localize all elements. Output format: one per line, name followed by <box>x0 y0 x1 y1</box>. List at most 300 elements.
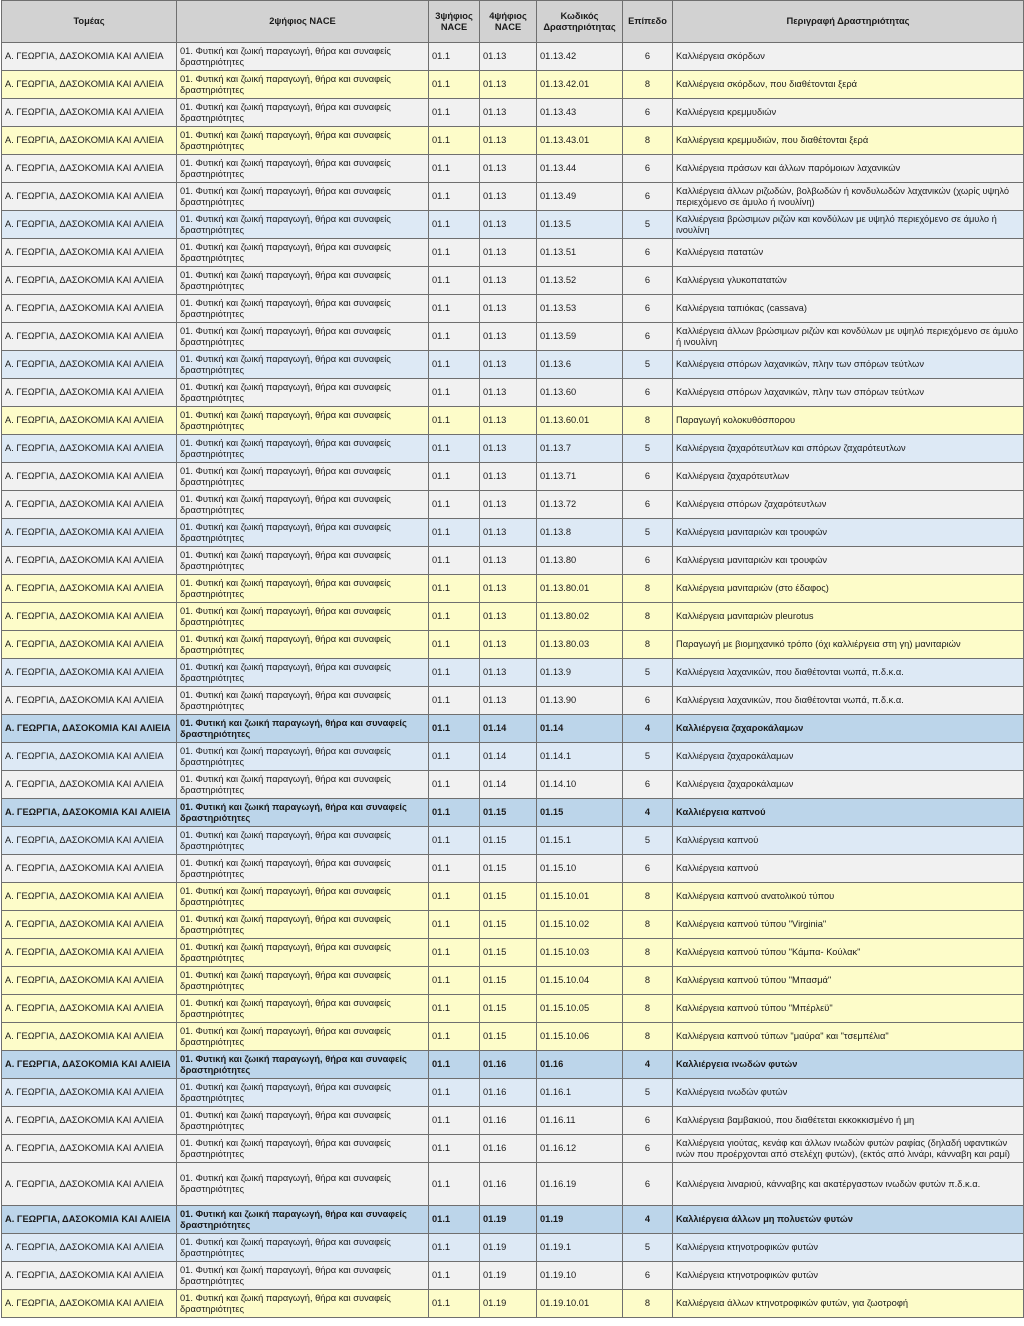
cell-nace3: 01.1 <box>429 1163 480 1206</box>
cell-nace2: 01. Φυτική και ζωική παραγωγή, θήρα και συναφείς δραστηριότητες <box>177 855 429 883</box>
cell-nace4: 01.13 <box>480 491 537 519</box>
cell-sector: Α. ΓΕΩΡΓΙΑ, ΔΑΣΟΚΟΜΙΑ ΚΑΙ ΑΛΙΕΙΑ <box>2 1135 177 1163</box>
cell-activity-code: 01.15.10.04 <box>537 967 623 995</box>
cell-nace3: 01.1 <box>429 463 480 491</box>
cell-nace2: 01. Φυτική και ζωική παραγωγή, θήρα και συναφείς δραστηριότητες <box>177 463 429 491</box>
cell-nace2: 01. Φυτική και ζωική παραγωγή, θήρα και συναφείς δραστηριότητες <box>177 295 429 323</box>
cell-nace4: 01.19 <box>480 1262 537 1290</box>
cell-nace2: 01. Φυτική και ζωική παραγωγή, θήρα και συναφείς δραστηριότητες <box>177 911 429 939</box>
cell-description: Καλλιέργεια μανιταριών pleurotus <box>673 603 1024 631</box>
cell-description: Καλλιέργεια άλλων μη πολυετών φυτών <box>673 1206 1024 1234</box>
table-row <box>2 1135 1024 1163</box>
table-row <box>2 1023 1024 1051</box>
cell-sector: Α. ΓΕΩΡΓΙΑ, ΔΑΣΟΚΟΜΙΑ ΚΑΙ ΑΛΙΕΙΑ <box>2 323 177 351</box>
cell-nace4: 01.19 <box>480 1206 537 1234</box>
cell-activity-code: 01.13.60 <box>537 379 623 407</box>
cell-nace4: 01.13 <box>480 127 537 155</box>
cell-nace4: 01.16 <box>480 1079 537 1107</box>
cell-level: 8 <box>623 939 673 967</box>
cell-description: Καλλιέργεια καπνού <box>673 855 1024 883</box>
cell-nace4: 01.15 <box>480 1023 537 1051</box>
cell-nace4: 01.13 <box>480 295 537 323</box>
cell-description: Καλλιέργεια άλλων βρώσιμων ριζών και κονδύλων με υψηλό περιεχόμενο σε άμυλο ή ινουλίνη <box>673 323 1024 351</box>
cell-nace2: 01. Φυτική και ζωική παραγωγή, θήρα και συναφείς δραστηριότητες <box>177 1051 429 1079</box>
cell-description: Καλλιέργεια γιούτας, κενάφ και άλλων ινωδών φυτών ραφίας (δηλαδή υφαντικών ινών που προέρχονται από στελέχη φυτών), (εκτός από λινάρι, κάνναβη και ραμί) <box>673 1135 1024 1163</box>
header-sector: Τομέας <box>2 1 177 43</box>
cell-nace3: 01.1 <box>429 407 480 435</box>
cell-description: Καλλιέργεια πατατών <box>673 239 1024 267</box>
cell-activity-code: 01.19.10.01 <box>537 1290 623 1318</box>
cell-nace3: 01.1 <box>429 631 480 659</box>
cell-nace4: 01.13 <box>480 211 537 239</box>
cell-nace4: 01.15 <box>480 995 537 1023</box>
cell-description: Καλλιέργεια κρεμμυδιών, που διαθέτονται ξερά <box>673 127 1024 155</box>
table-row <box>2 659 1024 687</box>
cell-level: 5 <box>623 827 673 855</box>
cell-sector: Α. ΓΕΩΡΓΙΑ, ΔΑΣΟΚΟΜΙΑ ΚΑΙ ΑΛΙΕΙΑ <box>2 799 177 827</box>
cell-level: 8 <box>623 1290 673 1318</box>
cell-nace4: 01.13 <box>480 239 537 267</box>
table-row <box>2 491 1024 519</box>
cell-activity-code: 01.13.51 <box>537 239 623 267</box>
cell-nace3: 01.1 <box>429 519 480 547</box>
cell-level: 8 <box>623 603 673 631</box>
cell-description: Καλλιέργεια καπνού τύπου "Μπέρλεϋ" <box>673 995 1024 1023</box>
cell-nace2: 01. Φυτική και ζωική παραγωγή, θήρα και συναφείς δραστηριότητες <box>177 715 429 743</box>
cell-nace3: 01.1 <box>429 1206 480 1234</box>
cell-nace2: 01. Φυτική και ζωική παραγωγή, θήρα και συναφείς δραστηριότητες <box>177 1290 429 1318</box>
cell-description: Καλλιέργεια καπνού <box>673 827 1024 855</box>
cell-level: 6 <box>623 155 673 183</box>
cell-nace3: 01.1 <box>429 603 480 631</box>
cell-nace4: 01.13 <box>480 603 537 631</box>
table-row <box>2 435 1024 463</box>
cell-level: 6 <box>623 267 673 295</box>
table-row <box>2 1206 1024 1234</box>
cell-description: Καλλιέργεια ζαχαροκάλαμων <box>673 715 1024 743</box>
cell-nace2: 01. Φυτική και ζωική παραγωγή, θήρα και συναφείς δραστηριότητες <box>177 743 429 771</box>
cell-nace4: 01.13 <box>480 519 537 547</box>
cell-sector: Α. ΓΕΩΡΓΙΑ, ΔΑΣΟΚΟΜΙΑ ΚΑΙ ΑΛΙΕΙΑ <box>2 715 177 743</box>
cell-nace3: 01.1 <box>429 1290 480 1318</box>
cell-nace4: 01.15 <box>480 799 537 827</box>
cell-nace2: 01. Φυτική και ζωική παραγωγή, θήρα και συναφείς δραστηριότητες <box>177 43 429 71</box>
cell-nace2: 01. Φυτική και ζωική παραγωγή, θήρα και συναφείς δραστηριότητες <box>177 127 429 155</box>
cell-nace2: 01. Φυτική και ζωική παραγωγή, θήρα και συναφείς δραστηριότητες <box>177 631 429 659</box>
cell-description: Καλλιέργεια μανιταριών και τρουφών <box>673 519 1024 547</box>
table-row <box>2 799 1024 827</box>
cell-sector: Α. ΓΕΩΡΓΙΑ, ΔΑΣΟΚΟΜΙΑ ΚΑΙ ΑΛΙΕΙΑ <box>2 883 177 911</box>
cell-nace4: 01.13 <box>480 463 537 491</box>
cell-nace3: 01.1 <box>429 687 480 715</box>
cell-nace2: 01. Φυτική και ζωική παραγωγή, θήρα και συναφείς δραστηριότητες <box>177 99 429 127</box>
table-body <box>2 43 1024 1318</box>
cell-description: Καλλιέργεια άλλων ριζωδών, βολβωδών ή κονδυλωδών λαχανικών (χωρίς υψηλό περιεχόμενο σε άμυλο ή ινουλίνη) <box>673 183 1024 211</box>
cell-nace2: 01. Φυτική και ζωική παραγωγή, θήρα και συναφείς δραστηριότητες <box>177 351 429 379</box>
header-level: Επίπεδο <box>623 1 673 43</box>
cell-nace4: 01.14 <box>480 715 537 743</box>
cell-activity-code: 01.14.10 <box>537 771 623 799</box>
cell-description: Καλλιέργεια σκόρδων, που διαθέτονται ξερά <box>673 71 1024 99</box>
cell-nace3: 01.1 <box>429 995 480 1023</box>
cell-nace2: 01. Φυτική και ζωική παραγωγή, θήρα και συναφείς δραστηριότητες <box>177 1107 429 1135</box>
cell-activity-code: 01.15.10.06 <box>537 1023 623 1051</box>
cell-sector: Α. ΓΕΩΡΓΙΑ, ΔΑΣΟΚΟΜΙΑ ΚΑΙ ΑΛΙΕΙΑ <box>2 1079 177 1107</box>
cell-description: Καλλιέργεια καπνού τύπου "Μπασμά" <box>673 967 1024 995</box>
cell-sector: Α. ΓΕΩΡΓΙΑ, ΔΑΣΟΚΟΜΙΑ ΚΑΙ ΑΛΙΕΙΑ <box>2 239 177 267</box>
cell-description: Καλλιέργεια γλυκοπατατών <box>673 267 1024 295</box>
cell-nace3: 01.1 <box>429 435 480 463</box>
table-row <box>2 127 1024 155</box>
cell-nace2: 01. Φυτική και ζωική παραγωγή, θήρα και συναφείς δραστηριότητες <box>177 687 429 715</box>
cell-activity-code: 01.13.60.01 <box>537 407 623 435</box>
cell-nace3: 01.1 <box>429 1262 480 1290</box>
table-row <box>2 379 1024 407</box>
cell-sector: Α. ΓΕΩΡΓΙΑ, ΔΑΣΟΚΟΜΙΑ ΚΑΙ ΑΛΙΕΙΑ <box>2 1023 177 1051</box>
header-activity-code: Κωδικός Δραστηριότητας <box>537 1 623 43</box>
cell-level: 6 <box>623 43 673 71</box>
cell-description: Καλλιέργεια σκόρδων <box>673 43 1024 71</box>
cell-sector: Α. ΓΕΩΡΓΙΑ, ΔΑΣΟΚΟΜΙΑ ΚΑΙ ΑΛΙΕΙΑ <box>2 99 177 127</box>
cell-level: 8 <box>623 631 673 659</box>
cell-level: 6 <box>623 491 673 519</box>
cell-level: 4 <box>623 799 673 827</box>
cell-nace2: 01. Φυτική και ζωική παραγωγή, θήρα και συναφείς δραστηριότητες <box>177 1234 429 1262</box>
cell-level: 5 <box>623 743 673 771</box>
cell-level: 6 <box>623 99 673 127</box>
cell-nace2: 01. Φυτική και ζωική παραγωγή, θήρα και συναφείς δραστηριότητες <box>177 71 429 99</box>
cell-nace4: 01.13 <box>480 379 537 407</box>
table-row <box>2 267 1024 295</box>
cell-activity-code: 01.15.10.05 <box>537 995 623 1023</box>
cell-nace3: 01.1 <box>429 939 480 967</box>
cell-nace4: 01.15 <box>480 939 537 967</box>
cell-sector: Α. ΓΕΩΡΓΙΑ, ΔΑΣΟΚΟΜΙΑ ΚΑΙ ΑΛΙΕΙΑ <box>2 771 177 799</box>
cell-nace3: 01.1 <box>429 351 480 379</box>
cell-nace2: 01. Φυτική και ζωική παραγωγή, θήρα και συναφείς δραστηριότητες <box>177 939 429 967</box>
cell-activity-code: 01.13.49 <box>537 183 623 211</box>
cell-level: 4 <box>623 1206 673 1234</box>
table-row <box>2 43 1024 71</box>
cell-nace3: 01.1 <box>429 547 480 575</box>
cell-description: Καλλιέργεια ζαχαροκάλαμων <box>673 771 1024 799</box>
cell-nace2: 01. Φυτική και ζωική παραγωγή, θήρα και συναφείς δραστηριότητες <box>177 211 429 239</box>
cell-nace3: 01.1 <box>429 1135 480 1163</box>
cell-activity-code: 01.15 <box>537 799 623 827</box>
cell-description: Καλλιέργεια λιναριού, κάνναβης και ακατέργαστων ινωδών φυτών π.δ.κ.α. <box>673 1163 1024 1206</box>
header-description: Περιγραφή Δραστηριότητας <box>673 1 1024 43</box>
cell-sector: Α. ΓΕΩΡΓΙΑ, ΔΑΣΟΚΟΜΙΑ ΚΑΙ ΑΛΙΕΙΑ <box>2 295 177 323</box>
table-row <box>2 407 1024 435</box>
cell-nace4: 01.15 <box>480 883 537 911</box>
cell-nace2: 01. Φυτική και ζωική παραγωγή, θήρα και συναφείς δραστηριότητες <box>177 659 429 687</box>
cell-nace4: 01.13 <box>480 155 537 183</box>
cell-level: 8 <box>623 883 673 911</box>
cell-nace3: 01.1 <box>429 911 480 939</box>
cell-description: Καλλιέργεια ζαχαρότευτλων <box>673 463 1024 491</box>
cell-nace3: 01.1 <box>429 155 480 183</box>
cell-description: Καλλιέργεια σπόρων λαχανικών, πλην των σπόρων τεύτλων <box>673 351 1024 379</box>
cell-nace4: 01.14 <box>480 743 537 771</box>
cell-activity-code: 01.13.8 <box>537 519 623 547</box>
cell-nace2: 01. Φυτική και ζωική παραγωγή, θήρα και συναφείς δραστηριότητες <box>177 1206 429 1234</box>
cell-sector: Α. ΓΕΩΡΓΙΑ, ΔΑΣΟΚΟΜΙΑ ΚΑΙ ΑΛΙΕΙΑ <box>2 519 177 547</box>
cell-sector: Α. ΓΕΩΡΓΙΑ, ΔΑΣΟΚΟΜΙΑ ΚΑΙ ΑΛΙΕΙΑ <box>2 407 177 435</box>
cell-activity-code: 01.13.6 <box>537 351 623 379</box>
cell-activity-code: 01.16.19 <box>537 1163 623 1206</box>
table-row <box>2 771 1024 799</box>
cell-nace2: 01. Φυτική και ζωική παραγωγή, θήρα και συναφείς δραστηριότητες <box>177 491 429 519</box>
table-row <box>2 519 1024 547</box>
table-row <box>2 211 1024 239</box>
cell-sector: Α. ΓΕΩΡΓΙΑ, ΔΑΣΟΚΟΜΙΑ ΚΑΙ ΑΛΙΕΙΑ <box>2 211 177 239</box>
cell-nace4: 01.13 <box>480 575 537 603</box>
cell-activity-code: 01.15.10.03 <box>537 939 623 967</box>
cell-nace3: 01.1 <box>429 43 480 71</box>
cell-level: 4 <box>623 1051 673 1079</box>
cell-sector: Α. ΓΕΩΡΓΙΑ, ΔΑΣΟΚΟΜΙΑ ΚΑΙ ΑΛΙΕΙΑ <box>2 967 177 995</box>
table-row <box>2 603 1024 631</box>
cell-description: Παραγωγή κολοκυθόσπορου <box>673 407 1024 435</box>
cell-nace3: 01.1 <box>429 967 480 995</box>
cell-sector: Α. ΓΕΩΡΓΙΑ, ΔΑΣΟΚΟΜΙΑ ΚΑΙ ΑΛΙΕΙΑ <box>2 183 177 211</box>
cell-nace4: 01.13 <box>480 435 537 463</box>
cell-sector: Α. ΓΕΩΡΓΙΑ, ΔΑΣΟΚΟΜΙΑ ΚΑΙ ΑΛΙΕΙΑ <box>2 911 177 939</box>
cell-level: 4 <box>623 715 673 743</box>
cell-level: 5 <box>623 1079 673 1107</box>
cell-activity-code: 01.15.10.02 <box>537 911 623 939</box>
table-row <box>2 1051 1024 1079</box>
cell-sector: Α. ΓΕΩΡΓΙΑ, ΔΑΣΟΚΟΜΙΑ ΚΑΙ ΑΛΙΕΙΑ <box>2 463 177 491</box>
cell-activity-code: 01.15.10.01 <box>537 883 623 911</box>
cell-level: 5 <box>623 659 673 687</box>
cell-nace4: 01.16 <box>480 1107 537 1135</box>
cell-level: 6 <box>623 379 673 407</box>
cell-description: Καλλιέργεια καπνού ανατολικού τύπου <box>673 883 1024 911</box>
table-row <box>2 295 1024 323</box>
table-row <box>2 239 1024 267</box>
cell-nace2: 01. Φυτική και ζωική παραγωγή, θήρα και συναφείς δραστηριότητες <box>177 547 429 575</box>
cell-description: Καλλιέργεια καπνού τύπων "μαύρα" και "τσεμπέλια" <box>673 1023 1024 1051</box>
table-row <box>2 547 1024 575</box>
cell-nace3: 01.1 <box>429 239 480 267</box>
table-row <box>2 1262 1024 1290</box>
cell-nace3: 01.1 <box>429 575 480 603</box>
cell-level: 6 <box>623 547 673 575</box>
cell-activity-code: 01.14 <box>537 715 623 743</box>
cell-nace4: 01.19 <box>480 1290 537 1318</box>
cell-activity-code: 01.13.90 <box>537 687 623 715</box>
cell-description: Καλλιέργεια ινωδών φυτών <box>673 1051 1024 1079</box>
cell-nace3: 01.1 <box>429 659 480 687</box>
cell-sector: Α. ΓΕΩΡΓΙΑ, ΔΑΣΟΚΟΜΙΑ ΚΑΙ ΑΛΙΕΙΑ <box>2 267 177 295</box>
table-row <box>2 883 1024 911</box>
cell-description: Καλλιέργεια βαμβακιού, που διαθέτεται εκκοκκισμένο ή μη <box>673 1107 1024 1135</box>
cell-nace2: 01. Φυτική και ζωική παραγωγή, θήρα και συναφείς δραστηριότητες <box>177 407 429 435</box>
cell-level: 6 <box>623 1107 673 1135</box>
cell-nace3: 01.1 <box>429 771 480 799</box>
cell-description: Καλλιέργεια λαχανικών, που διαθέτονται νωπά, π.δ.κ.α. <box>673 687 1024 715</box>
cell-level: 8 <box>623 911 673 939</box>
table-row <box>2 1234 1024 1262</box>
cell-sector: Α. ΓΕΩΡΓΙΑ, ΔΑΣΟΚΟΜΙΑ ΚΑΙ ΑΛΙΕΙΑ <box>2 491 177 519</box>
cell-nace3: 01.1 <box>429 99 480 127</box>
header-nace4: 4ψήφιος NACE <box>480 1 537 43</box>
cell-nace3: 01.1 <box>429 855 480 883</box>
table-row <box>2 183 1024 211</box>
cell-activity-code: 01.16.11 <box>537 1107 623 1135</box>
cell-nace3: 01.1 <box>429 1023 480 1051</box>
cell-activity-code: 01.13.72 <box>537 491 623 519</box>
table-row <box>2 463 1024 491</box>
cell-sector: Α. ΓΕΩΡΓΙΑ, ΔΑΣΟΚΟΜΙΑ ΚΑΙ ΑΛΙΕΙΑ <box>2 743 177 771</box>
cell-sector: Α. ΓΕΩΡΓΙΑ, ΔΑΣΟΚΟΜΙΑ ΚΑΙ ΑΛΙΕΙΑ <box>2 1206 177 1234</box>
cell-nace4: 01.15 <box>480 911 537 939</box>
cell-activity-code: 01.16.12 <box>537 1135 623 1163</box>
cell-activity-code: 01.13.42 <box>537 43 623 71</box>
table-row <box>2 911 1024 939</box>
cell-nace3: 01.1 <box>429 799 480 827</box>
cell-nace2: 01. Φυτική και ζωική παραγωγή, θήρα και συναφείς δραστηριότητες <box>177 575 429 603</box>
cell-activity-code: 01.13.80.01 <box>537 575 623 603</box>
table-row <box>2 967 1024 995</box>
cell-nace2: 01. Φυτική και ζωική παραγωγή, θήρα και συναφείς δραστηριότητες <box>177 239 429 267</box>
table-row <box>2 995 1024 1023</box>
cell-description: Καλλιέργεια σπόρων λαχανικών, πλην των σπόρων τεύτλων <box>673 379 1024 407</box>
cell-sector: Α. ΓΕΩΡΓΙΑ, ΔΑΣΟΚΟΜΙΑ ΚΑΙ ΑΛΙΕΙΑ <box>2 43 177 71</box>
cell-level: 6 <box>623 1163 673 1206</box>
cell-description: Καλλιέργεια σπόρων ζαχαρότευτλων <box>673 491 1024 519</box>
cell-nace3: 01.1 <box>429 295 480 323</box>
cell-description: Καλλιέργεια άλλων κτηνοτροφικών φυτών, για ζωοτροφή <box>673 1290 1024 1318</box>
cell-nace3: 01.1 <box>429 1079 480 1107</box>
cell-nace2: 01. Φυτική και ζωική παραγωγή, θήρα και συναφείς δραστηριότητες <box>177 183 429 211</box>
cell-activity-code: 01.13.59 <box>537 323 623 351</box>
cell-nace2: 01. Φυτική και ζωική παραγωγή, θήρα και συναφείς δραστηριότητες <box>177 799 429 827</box>
cell-nace4: 01.13 <box>480 99 537 127</box>
cell-sector: Α. ΓΕΩΡΓΙΑ, ΔΑΣΟΚΟΜΙΑ ΚΑΙ ΑΛΙΕΙΑ <box>2 1262 177 1290</box>
cell-level: 6 <box>623 183 673 211</box>
cell-sector: Α. ΓΕΩΡΓΙΑ, ΔΑΣΟΚΟΜΙΑ ΚΑΙ ΑΛΙΕΙΑ <box>2 995 177 1023</box>
table-row <box>2 715 1024 743</box>
table-row <box>2 155 1024 183</box>
cell-nace3: 01.1 <box>429 267 480 295</box>
cell-activity-code: 01.13.80.03 <box>537 631 623 659</box>
cell-nace3: 01.1 <box>429 1234 480 1262</box>
cell-nace2: 01. Φυτική και ζωική παραγωγή, θήρα και συναφείς δραστηριότητες <box>177 267 429 295</box>
cell-nace4: 01.13 <box>480 659 537 687</box>
cell-level: 6 <box>623 323 673 351</box>
cell-nace4: 01.19 <box>480 1234 537 1262</box>
cell-nace4: 01.15 <box>480 827 537 855</box>
cell-activity-code: 01.13.43.01 <box>537 127 623 155</box>
cell-sector: Α. ΓΕΩΡΓΙΑ, ΔΑΣΟΚΟΜΙΑ ΚΑΙ ΑΛΙΕΙΑ <box>2 351 177 379</box>
header-row <box>2 1 1024 43</box>
cell-activity-code: 01.13.80.02 <box>537 603 623 631</box>
cell-nace3: 01.1 <box>429 183 480 211</box>
cell-sector: Α. ΓΕΩΡΓΙΑ, ΔΑΣΟΚΟΜΙΑ ΚΑΙ ΑΛΙΕΙΑ <box>2 1163 177 1206</box>
cell-nace2: 01. Φυτική και ζωική παραγωγή, θήρα και συναφείς δραστηριότητες <box>177 995 429 1023</box>
cell-nace2: 01. Φυτική και ζωική παραγωγή, θήρα και συναφείς δραστηριότητες <box>177 155 429 183</box>
cell-nace3: 01.1 <box>429 127 480 155</box>
cell-nace2: 01. Φυτική και ζωική παραγωγή, θήρα και συναφείς δραστηριότητες <box>177 603 429 631</box>
cell-nace3: 01.1 <box>429 71 480 99</box>
cell-activity-code: 01.13.53 <box>537 295 623 323</box>
cell-level: 8 <box>623 127 673 155</box>
cell-level: 6 <box>623 239 673 267</box>
cell-sector: Α. ΓΕΩΡΓΙΑ, ΔΑΣΟΚΟΜΙΑ ΚΑΙ ΑΛΙΕΙΑ <box>2 435 177 463</box>
cell-activity-code: 01.14.1 <box>537 743 623 771</box>
cell-nace2: 01. Φυτική και ζωική παραγωγή, θήρα και συναφείς δραστηριότητες <box>177 883 429 911</box>
cell-description: Παραγωγή με βιομηχανικό τρόπο (όχι καλλιέργεια στη γη) μανιταριών <box>673 631 1024 659</box>
cell-nace4: 01.16 <box>480 1051 537 1079</box>
table-row <box>2 631 1024 659</box>
cell-nace4: 01.13 <box>480 631 537 659</box>
cell-description: Καλλιέργεια κτηνοτροφικών φυτών <box>673 1262 1024 1290</box>
cell-sector: Α. ΓΕΩΡΓΙΑ, ΔΑΣΟΚΟΜΙΑ ΚΑΙ ΑΛΙΕΙΑ <box>2 1290 177 1318</box>
cell-description: Καλλιέργεια μανιταριών (στο έδαφος) <box>673 575 1024 603</box>
cell-description: Καλλιέργεια καπνού τύπου "Κάμπα- Κούλακ" <box>673 939 1024 967</box>
cell-nace4: 01.13 <box>480 183 537 211</box>
cell-nace4: 01.13 <box>480 267 537 295</box>
cell-nace4: 01.13 <box>480 407 537 435</box>
cell-nace4: 01.13 <box>480 71 537 99</box>
cell-level: 5 <box>623 519 673 547</box>
header-nace2: 2ψήφιος NACE <box>177 1 429 43</box>
cell-level: 5 <box>623 1234 673 1262</box>
cell-description: Καλλιέργεια κτηνοτροφικών φυτών <box>673 1234 1024 1262</box>
table-row <box>2 351 1024 379</box>
cell-sector: Α. ΓΕΩΡΓΙΑ, ΔΑΣΟΚΟΜΙΑ ΚΑΙ ΑΛΙΕΙΑ <box>2 575 177 603</box>
cell-nace2: 01. Φυτική και ζωική παραγωγή, θήρα και συναφείς δραστηριότητες <box>177 323 429 351</box>
cell-description: Καλλιέργεια ινωδών φυτών <box>673 1079 1024 1107</box>
cell-nace2: 01. Φυτική και ζωική παραγωγή, θήρα και συναφείς δραστηριότητες <box>177 1079 429 1107</box>
cell-sector: Α. ΓΕΩΡΓΙΑ, ΔΑΣΟΚΟΜΙΑ ΚΑΙ ΑΛΙΕΙΑ <box>2 155 177 183</box>
cell-description: Καλλιέργεια ταπιόκας (cassava) <box>673 295 1024 323</box>
cell-description: Καλλιέργεια καπνού <box>673 799 1024 827</box>
cell-nace4: 01.13 <box>480 687 537 715</box>
cell-level: 8 <box>623 407 673 435</box>
cell-activity-code: 01.13.43 <box>537 99 623 127</box>
cell-nace2: 01. Φυτική και ζωική παραγωγή, θήρα και συναφείς δραστηριότητες <box>177 519 429 547</box>
cell-activity-code: 01.19.1 <box>537 1234 623 1262</box>
cell-nace3: 01.1 <box>429 211 480 239</box>
cell-nace4: 01.13 <box>480 547 537 575</box>
cell-nace4: 01.14 <box>480 771 537 799</box>
cell-nace3: 01.1 <box>429 883 480 911</box>
cell-level: 8 <box>623 575 673 603</box>
cell-activity-code: 01.13.52 <box>537 267 623 295</box>
cell-nace4: 01.13 <box>480 351 537 379</box>
cell-nace3: 01.1 <box>429 827 480 855</box>
cell-level: 5 <box>623 435 673 463</box>
cell-sector: Α. ΓΕΩΡΓΙΑ, ΔΑΣΟΚΟΜΙΑ ΚΑΙ ΑΛΙΕΙΑ <box>2 631 177 659</box>
cell-activity-code: 01.13.80 <box>537 547 623 575</box>
cell-level: 6 <box>623 1262 673 1290</box>
cell-level: 8 <box>623 995 673 1023</box>
cell-nace4: 01.15 <box>480 855 537 883</box>
cell-sector: Α. ΓΕΩΡΓΙΑ, ΔΑΣΟΚΟΜΙΑ ΚΑΙ ΑΛΙΕΙΑ <box>2 1234 177 1262</box>
cell-nace3: 01.1 <box>429 1051 480 1079</box>
cell-activity-code: 01.16 <box>537 1051 623 1079</box>
cell-nace4: 01.16 <box>480 1163 537 1206</box>
cell-activity-code: 01.13.5 <box>537 211 623 239</box>
cell-sector: Α. ΓΕΩΡΓΙΑ, ΔΑΣΟΚΟΜΙΑ ΚΑΙ ΑΛΙΕΙΑ <box>2 855 177 883</box>
table-row <box>2 743 1024 771</box>
table-row <box>2 827 1024 855</box>
cell-nace3: 01.1 <box>429 379 480 407</box>
table-row <box>2 71 1024 99</box>
